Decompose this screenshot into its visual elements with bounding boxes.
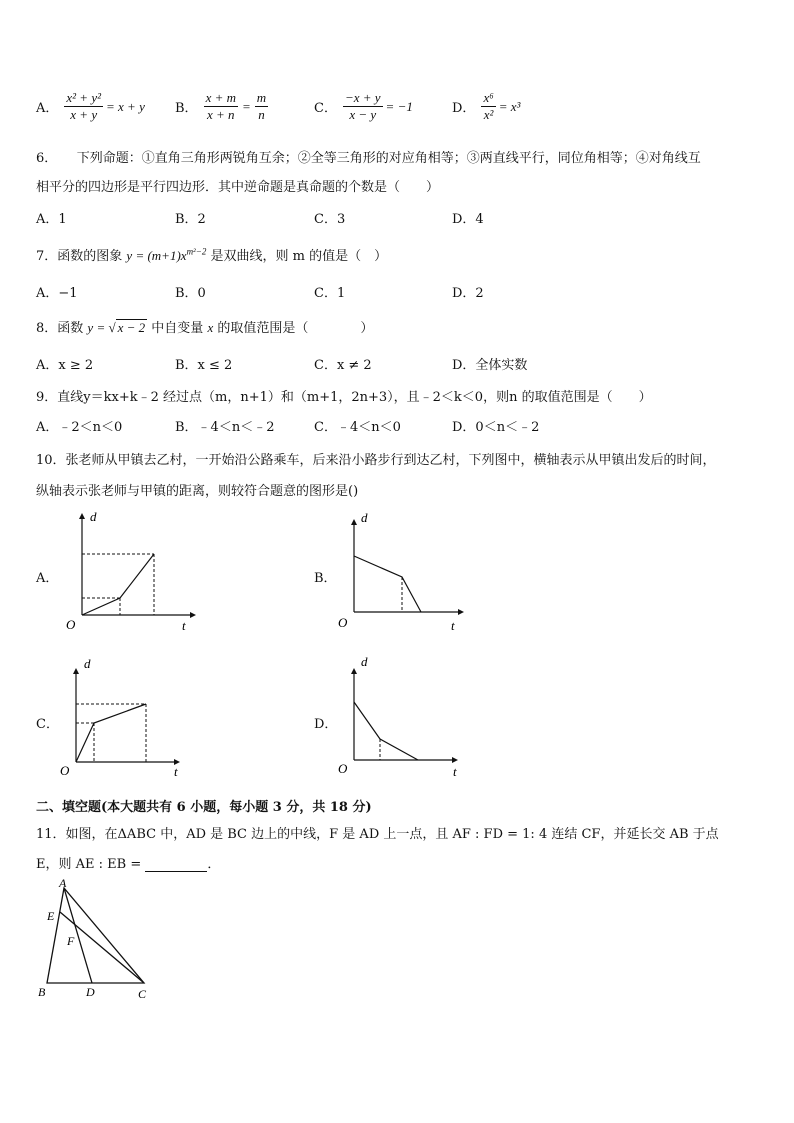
q9-option-a: A．﹣2＜n＜0 [36,420,123,435]
svg-text:O: O [60,763,70,778]
q5-a-fraction: $\frac{\text{x² + y²}}{x + y}$ [66,90,101,122]
svg-text:d: d [361,510,368,525]
q8-stem: 8．函数 y = √ x − 2 中自变量 x 的取值范围是（ ） [36,320,374,336]
q7-option-d: D．2 [452,286,484,301]
svg-text:t: t [174,764,178,779]
svg-text:F: F [67,934,75,948]
q6-option-a: A．1 [36,212,67,227]
q5-option-b: B． $\frac{x + m}{x + n}$ = $\frac{m}{n}$ [175,90,267,122]
graph-d [330,652,470,782]
svg-text:B: B [38,985,46,999]
q6-option-b: B．2 [175,212,206,227]
q6-option-d: D．4 [452,212,484,227]
section-2-heading: 二、填空题(本大题共有 6 小题，每小题 3 分，共 18 分) [36,800,372,815]
graph-a-label: A． [36,571,59,586]
q5-option-c: C． $\frac{-x + y}{x - y}$ = −1 [314,90,413,122]
q11-line2: E，则 AE : EB = ． [36,857,221,872]
q7-option-c: C．1 [314,286,346,301]
q9-option-b: B．﹣4＜n＜﹣2 [175,420,275,435]
svg-text:d: d [84,656,91,671]
q7-stem: 7．函数的图象 $y = (m+1)x^{m^2-2}$ 是双曲线，则 m 的值是（ ） [36,246,388,264]
svg-text:O: O [66,617,76,632]
svg-text:t: t [182,618,186,633]
graph-c [56,652,196,782]
svg-text:t: t [453,764,457,779]
q6-option-c: C．3 [314,212,346,227]
q9-stem: 9．直线y＝kx+k﹣2 经过点（m，n+1）和（m+1，2n+3），且﹣2＜k＜0，则n 的取值范围是（ ） [36,390,652,405]
q10-line2: 纵轴表示张老师与甲镇的距离，则较符合题意的图形是() [36,484,359,499]
q5-option-a: A． $\frac{\text{x² + y²}}{x + y}$ = x + y [36,90,145,122]
q10-line1: 10．张老师从甲镇去乙村，一开始沿公路乘车，后来沿小路步行到达乙村，下列图中，横轴表示从甲镇出发后的时间， [36,453,716,468]
graph-c-label: C． [36,717,59,732]
svg-text:O: O [338,761,348,776]
graph-b-label: B． [314,571,337,586]
svg-text:t: t [451,618,455,633]
q8-option-d: D．全体实数 [452,358,528,373]
q7-option-a: A．−1 [36,286,78,301]
q8-option-a: A．x ≥ 2 [36,358,94,373]
graph-a [58,505,198,635]
q6-line2: 相平分的四边形是平行四边形．其中逆命题是真命题的个数是（ ） [36,180,440,195]
svg-text:O: O [338,615,348,630]
svg-text:d: d [90,509,97,524]
q11-answer-blank [145,857,207,872]
svg-text:d: d [361,654,368,669]
triangle-figure [30,876,160,1006]
q9-option-d: D．0＜n＜﹣2 [452,420,540,435]
svg-text:D: D [86,985,95,999]
svg-text:C: C [138,987,147,1001]
q11-line1: 11．如图，在ΔABC 中，AD 是 BC 边上的中线，F 是 AD 上一点，且 AF : FD = 1: 4 连结 CF，并延长交 AB 于点 [36,827,719,842]
graph-b [330,505,470,635]
svg-text:E: E [47,909,55,923]
svg-text:A: A [59,876,67,890]
q5-option-d: D． $\frac{\text{x⁶}}{\text{x²}}$ = x³ [452,90,521,122]
q8-option-b: B．x ≤ 2 [175,358,233,373]
graph-d-label: D． [314,717,338,732]
q7-option-b: B．0 [175,286,206,301]
q9-option-c: C．﹣4＜n＜0 [314,420,401,435]
q8-option-c: C．x ≠ 2 [314,358,372,373]
q6-line1: 6． 下列命题：①直角三角形两锐角互余；②全等三角形的对应角相等；③两直线平行，同位角相等；④对角线互 [36,151,701,166]
